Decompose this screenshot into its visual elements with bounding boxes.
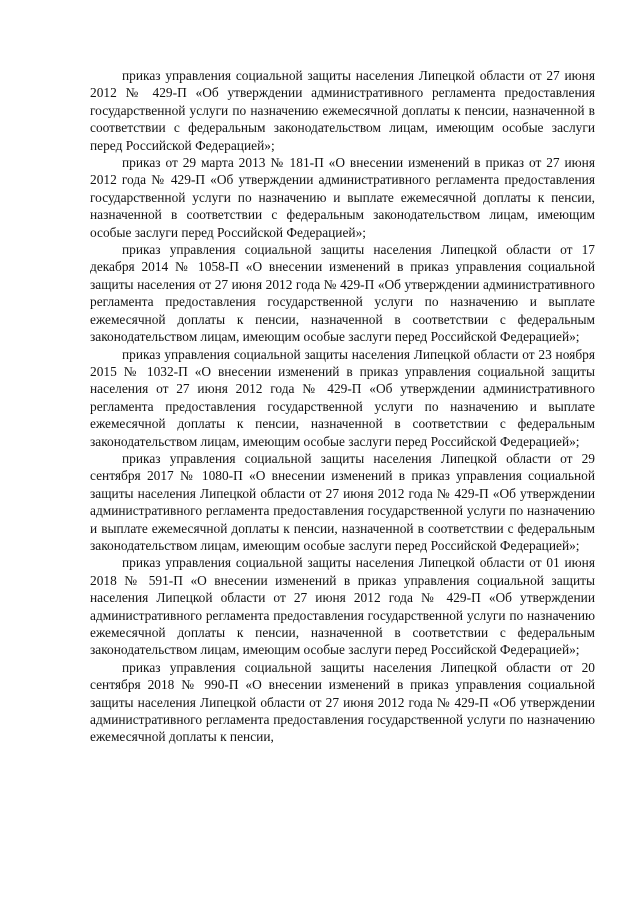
paragraph-order-1032-p: приказ управления социальной защиты населения Липецкой области от 23 ноября 2015 № 1032-П «О внесении изменений в приказ управления социальной защиты населения от 27 июня 2012 года № 429-П «Об утверждении административного регламента предоставления государственной услуги по назначению и выплате ежемесячной доплаты к пенсии, назначенной в соответствии с федеральным законодательством лицам, имеющим особые заслуги перед Российской Федерацией»; [90, 346, 595, 449]
paragraph-order-990-p: приказ управления социальной защиты населения Липецкой области от 20 сентября 2018 № 990-П «О внесении изменений в приказ управления социальной защиты населения Липецкой области от 27 июня 2012 года № 429-П «Об утверждении административного регламента предоставления государственной услуги по назначению ежемесячной доплаты к пенсии, [90, 659, 595, 745]
paragraph-order-181-p: приказ от 29 марта 2013 № 181-П «О внесении изменений в приказ от 27 июня 2012 года № 429-П «Об утверждении административного регламента предоставления государственной услуги по назначению и выплате ежемесячной доплаты к пенсии, назначенной в соответствии с федеральным законодательством лицам, имеющим особые заслуги перед Российской Федерацией»; [90, 155, 595, 240]
paragraph-order-429-p: приказ управления социальной защиты населения Липецкой области от 27 июня 2012 № 429-П «Об утверждении административного регламента предоставления государственной услуги по назначению ежемесячной доплаты к пенсии, назначенной в соответствии с федеральным законодательством лицам, имеющим особые заслуги перед Российской Федерацией»; [90, 68, 595, 153]
paragraph-order-1080-p: приказ управления социальной защиты населения Липецкой области от 29 сентября 2017 № 1080-П «О внесении изменений в приказ управления социальной защиты населения Липецкой области от 27 июня 2012 года № 429-П «Об утверждении административного регламента предоставления государственной услуги по назначению и выплате ежемесячной доплаты к пенсии, назначенной в соответствии с федеральным законодательством лицам, имеющим особые заслуги перед Российской Федерацией»; [90, 450, 595, 553]
paragraph-order-591-p: приказ управления социальной защиты населения Липецкой области от 01 июня 2018 № 591-П «О внесении изменений в приказ управления социальной защиты населения Липецкой области от 27 июня 2012 года № 429-П «Об утверждении административного регламента предоставления государственной услуги по назначению ежемесячной доплаты к пенсии, назначенной в соответствии с федеральным законодательством лицам, имеющим особые заслуги перед Российской Федерацией»; [90, 555, 595, 658]
paragraph-order-1058-p: приказ управления социальной защиты населения Липецкой области от 17 декабря 2014 № 1058-П «О внесении изменений в приказ управления социальной защиты населения от 27 июня 2012 года № 429-П «Об утверждении административного регламента предоставления государственной услуги по назначению и выплате ежемесячной доплаты к пенсии, назначенной в соответствии с федеральным законодательством лицам, имеющим особые заслуги перед Российской Федерацией»; [90, 242, 595, 345]
document-body [90, 67, 595, 746]
